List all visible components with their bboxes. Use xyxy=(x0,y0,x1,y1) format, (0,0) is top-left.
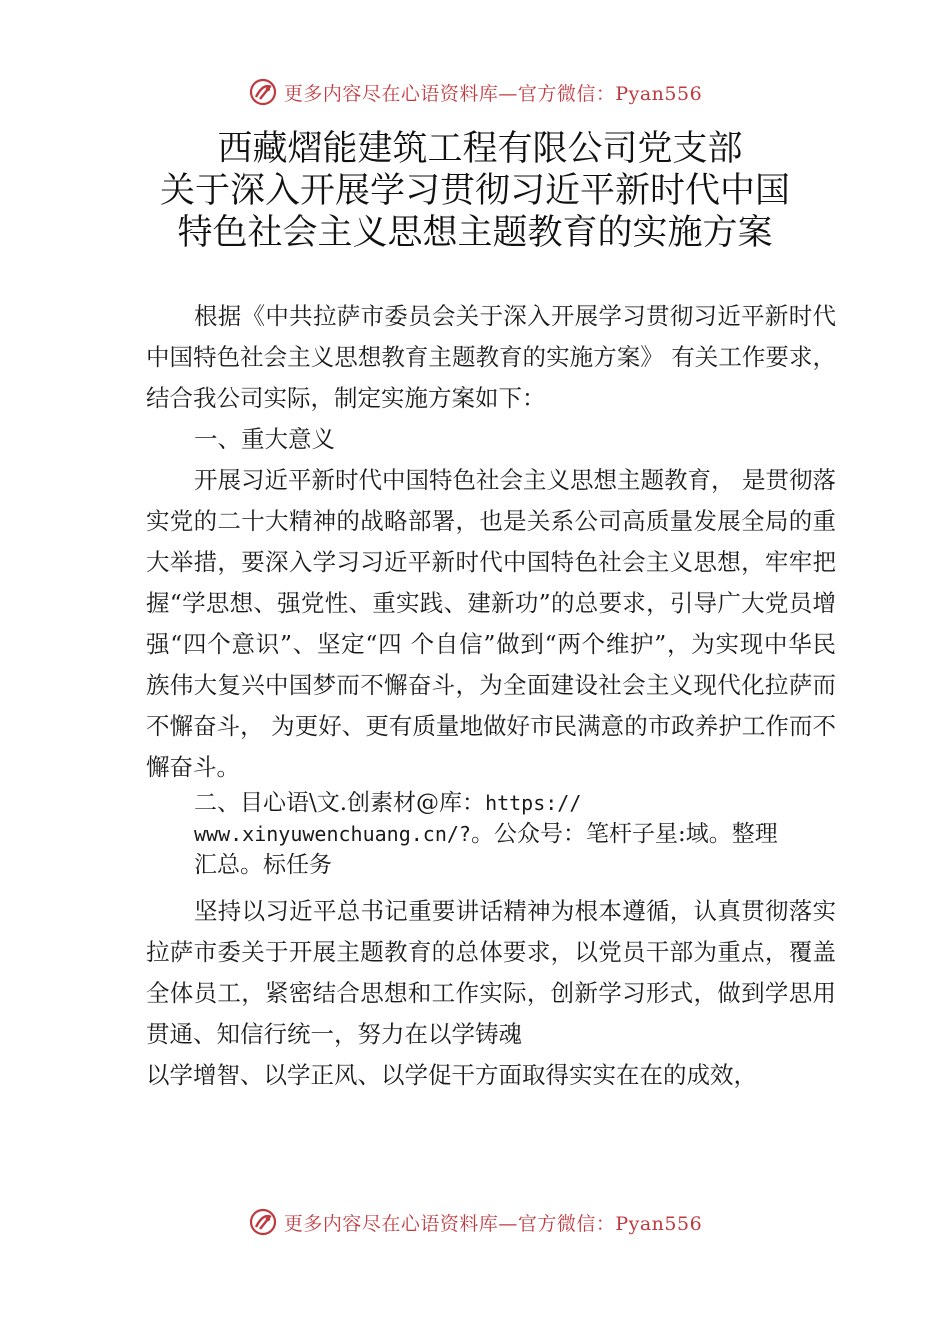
section-2-prefix: 二、目心语\文.创素材@库： xyxy=(194,790,486,816)
section-heading-1: 一、重大意义 xyxy=(194,425,335,453)
section-2-line-1 xyxy=(194,788,836,819)
watermark-logo-icon xyxy=(248,1207,278,1237)
section-2-url-start: https:// xyxy=(485,791,582,815)
section-heading-2 xyxy=(146,788,836,881)
watermark-text: 更多内容尽在心语资料库—官方微信：Pyan556 xyxy=(283,1212,703,1235)
watermark-header xyxy=(0,72,950,112)
intro-paragraph: 根据《中共拉萨市委员会关于深入开展学习贯彻习近平新时代中国特色社会主义思想教育主题教育的实施方案》 有关工作要求，结合我公司实际，制定实施方案如下： xyxy=(146,302,836,412)
section-2-url: www.xinyuwenchuang.cn/? xyxy=(194,822,471,846)
last-line: 以学增智、以学正风、以学促干方面取得实实在在的成效， xyxy=(146,1061,757,1089)
document-body xyxy=(146,296,836,1096)
section-2-line-3: 汇总。标任务 xyxy=(194,852,332,878)
title-line-3: 特色社会主义思想主题教育的实施方案 xyxy=(177,213,773,253)
watermark-logo-icon xyxy=(248,77,278,107)
section-2-paragraph: 坚持以习近平总书记重要讲话精神为根本遵循，认真贯彻落实拉萨市委关于开展主题教育的总体要求，以党员干部为重点，覆盖全体员工，紧密结合思想和工作实际，创新学习形式，做到学思用贯通、知信行统一，努力在以学铸魂 xyxy=(146,897,836,1048)
section-1-paragraph: 开展习近平新时代中国特色社会主义思想主题教育， 是贯彻落实党的二十大精神的战略部署，也是关系公司高质量发展全局的重大举措，要深入学习习近平新时代中国特色社会主义思想，牢牢把握“学思想、强党性、重实践、建新功”的总要求，引导广大党员增强“四个意识”、坚定“四 个自信”做到“两个维护”，为实现中华民族伟大复兴中国梦而不懈奋斗，为全面建设社会主义现代化拉萨而不懈奋斗， 为更好、更有质量地做好市民满意的市政养护工作而不懈奋斗。 xyxy=(146,466,836,781)
title-line-2: 关于深入开展学习贯彻习近平新时代中国 xyxy=(159,171,790,211)
watermark-text: 更多内容尽在心语资料库—官方微信：Pyan556 xyxy=(283,82,703,105)
document-title xyxy=(0,128,950,254)
watermark-footer xyxy=(0,1202,950,1242)
section-2-rest: 。公众号：笔杆子星:域。整理 xyxy=(470,821,778,847)
title-line-1: 西藏熠能建筑工程有限公司党支部 xyxy=(217,129,743,169)
section-2-line-2 xyxy=(194,819,836,850)
